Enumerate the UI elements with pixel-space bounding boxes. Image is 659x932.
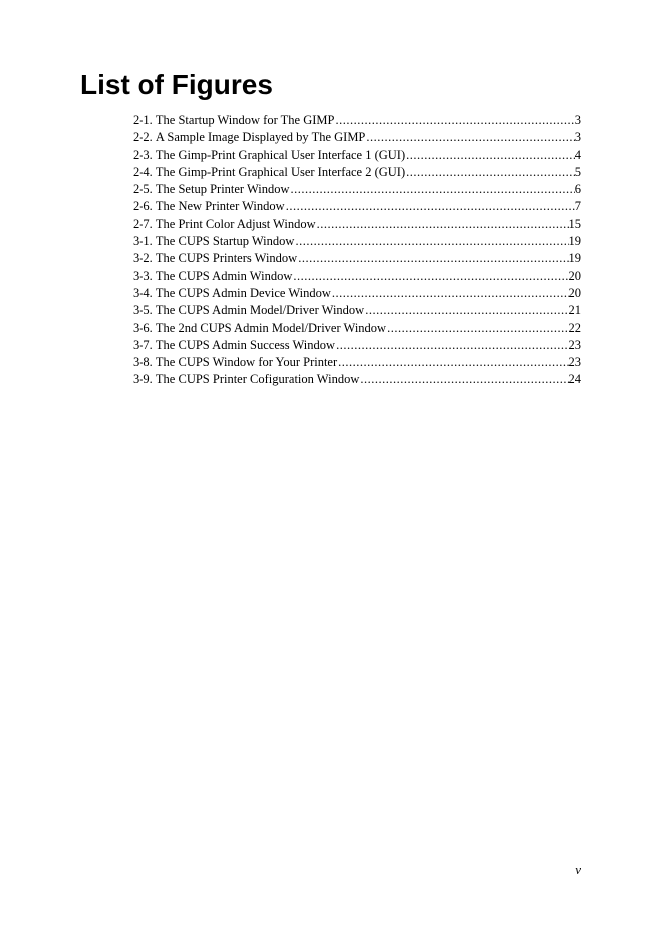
page-reference: 3 <box>574 130 581 145</box>
dot-leader <box>405 147 575 164</box>
figure-caption: The Startup Window for The GIMP <box>155 113 335 127</box>
toc-entry[interactable] <box>133 268 581 285</box>
page-reference: 22 <box>568 320 581 335</box>
page-reference: 23 <box>568 355 581 370</box>
dot-leader <box>359 371 568 388</box>
dot-leader <box>386 320 568 337</box>
toc-entry[interactable] <box>133 112 581 129</box>
dot-leader <box>337 354 568 371</box>
figure-number: 3-8. <box>133 355 153 370</box>
figure-number: 2-7. <box>133 216 153 231</box>
toc-entry[interactable] <box>133 164 581 181</box>
page-reference: 20 <box>568 268 581 283</box>
page-reference: 4 <box>574 147 581 162</box>
figure-caption: The CUPS Admin Window <box>155 268 293 283</box>
figure-number: 3-1. <box>133 234 153 249</box>
page-reference: 3 <box>574 113 581 127</box>
figure-caption: The Setup Printer Window <box>155 182 290 197</box>
figure-number: 2-1. <box>133 113 153 127</box>
dot-leader <box>297 250 568 267</box>
toc-entry[interactable] <box>133 216 581 233</box>
figure-number: 2-6. <box>133 199 153 214</box>
figure-caption: The CUPS Printers Window <box>155 251 298 266</box>
dot-leader <box>334 112 574 129</box>
list-of-figures <box>133 112 581 389</box>
toc-entry[interactable] <box>133 302 581 319</box>
figure-caption: The Print Color Adjust Window <box>155 216 316 231</box>
figure-number: 3-3. <box>133 268 153 283</box>
figure-number: 3-2. <box>133 251 153 266</box>
page-reference: 15 <box>568 216 581 231</box>
dot-leader <box>294 233 568 250</box>
toc-entry[interactable] <box>133 320 581 337</box>
toc-entry[interactable] <box>133 233 581 250</box>
figure-number: 3-9. <box>133 372 153 387</box>
page-reference: 19 <box>568 234 581 249</box>
dot-leader <box>331 285 569 302</box>
figure-caption: The CUPS Admin Success Window <box>155 337 336 352</box>
toc-entry[interactable] <box>133 371 581 388</box>
figure-number: 3-5. <box>133 303 153 318</box>
figure-caption: A Sample Image Displayed by The GIMP <box>155 130 366 145</box>
dot-leader <box>290 181 575 198</box>
figure-number: 2-4. <box>133 164 153 179</box>
figure-caption: The CUPS Admin Device Window <box>155 285 331 300</box>
dot-leader <box>335 337 568 354</box>
toc-entry[interactable] <box>133 129 581 146</box>
toc-entry[interactable] <box>133 285 581 302</box>
figure-caption: The CUPS Admin Model/Driver Window <box>155 303 365 318</box>
figure-number: 3-7. <box>133 337 153 352</box>
page-reference: 19 <box>568 251 581 266</box>
page-reference: 23 <box>568 337 581 352</box>
dot-leader <box>365 129 574 146</box>
dot-leader <box>364 302 568 319</box>
figure-caption: The Gimp-Print Graphical User Interface 1 (GUI) <box>155 147 406 162</box>
figure-number: 2-3. <box>133 147 153 162</box>
figure-caption: The Gimp-Print Graphical User Interface 2 (GUI) <box>155 164 406 179</box>
figure-caption: The 2nd CUPS Admin Model/Driver Window <box>155 320 387 335</box>
page-reference: 7 <box>574 199 581 214</box>
page-number: v <box>575 862 581 877</box>
toc-entry[interactable] <box>133 147 581 164</box>
page-reference: 5 <box>574 164 581 179</box>
toc-entry[interactable] <box>133 198 581 215</box>
page-reference: 24 <box>568 372 581 387</box>
dot-leader <box>316 216 569 233</box>
toc-entry[interactable] <box>133 181 581 198</box>
figure-number: 3-4. <box>133 285 153 300</box>
page-reference: 20 <box>568 285 581 300</box>
page-reference: 6 <box>574 182 581 197</box>
figure-number: 2-2. <box>133 130 153 145</box>
figure-number: 3-6. <box>133 320 153 335</box>
page-reference: 21 <box>568 303 581 318</box>
dot-leader <box>292 268 568 285</box>
page-title: List of Figures <box>80 69 273 100</box>
toc-entry[interactable] <box>133 250 581 267</box>
figure-caption: The New Printer Window <box>155 199 285 214</box>
figure-caption: The CUPS Startup Window <box>155 234 295 249</box>
dot-leader <box>285 198 575 215</box>
figure-caption: The CUPS Window for Your Printer <box>155 355 338 370</box>
toc-entry[interactable] <box>133 354 581 371</box>
figure-caption: The CUPS Printer Cofiguration Window <box>155 372 360 387</box>
dot-leader <box>405 164 575 181</box>
figure-number: 2-5. <box>133 182 153 197</box>
toc-entry[interactable] <box>133 337 581 354</box>
